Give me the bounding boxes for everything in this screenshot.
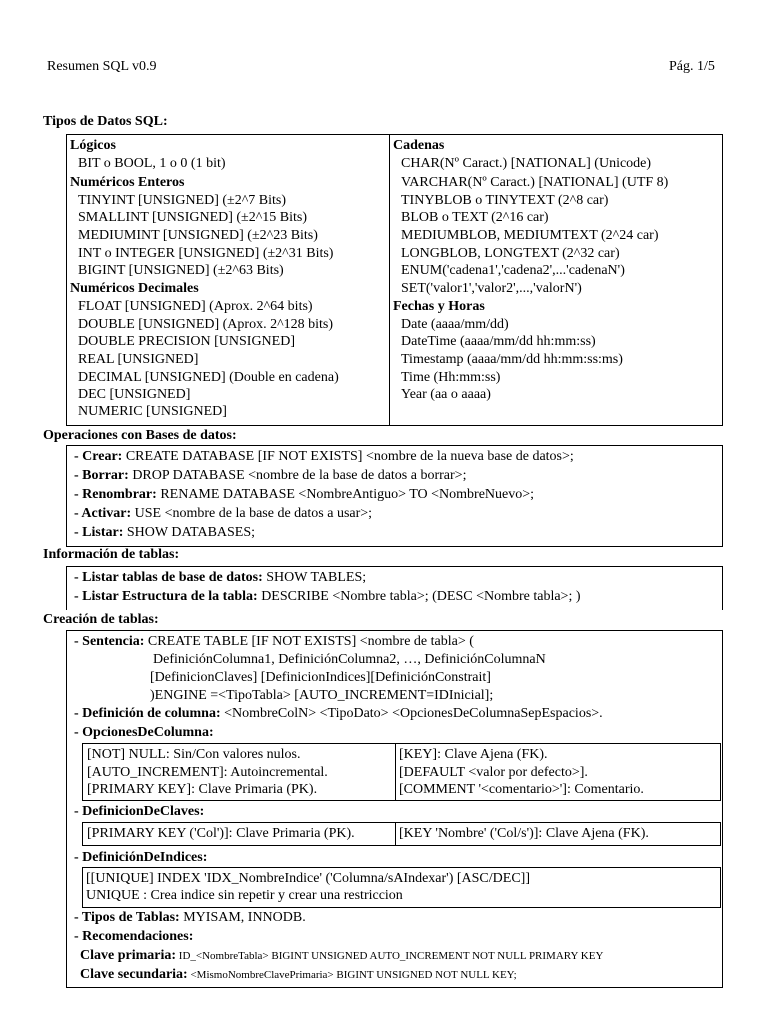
ops-item — [74, 448, 574, 466]
sentencia-line: [DefinicionClaves] [DefinicionIndices][DefiniciónConstrait] — [150, 670, 491, 685]
cadenas-item: MEDIUMBLOB, MEDIUMTEXT (2^24 car) — [401, 228, 659, 243]
tipos-tablas-line — [74, 909, 306, 927]
defcol-label: - Definición de columna: — [74, 706, 221, 721]
sentencia-text: CREATE TABLE [IF NOT EXISTS] <nombre de tabla> ( — [144, 634, 474, 649]
ops-item-text: RENAME DATABASE <NombreAntiguo> TO <NombreNuevo>; — [156, 487, 535, 502]
enteros-item: INT o INTEGER [UNSIGNED] (±2^31 Bits) — [78, 246, 334, 261]
enteros-item: MEDIUMINT [UNSIGNED] (±2^23 Bits) — [78, 228, 318, 243]
clave-primaria-line — [80, 947, 603, 965]
claves-divider — [395, 822, 396, 846]
sentencia-line — [74, 633, 474, 651]
ops-item-label: - Renombrar: — [74, 487, 157, 502]
clave-primaria-text: ID_<NombreTabla> BIGINT UNSIGNED AUTO_INCREMENT NOT NULL PRIMARY KEY — [176, 950, 604, 962]
info-box-top — [66, 566, 723, 567]
decimales-item: NUMERIC [UNSIGNED] — [78, 404, 227, 419]
logicos-item: BIT o BOOL, 1 o 0 (1 bit) — [78, 156, 226, 171]
fechas-item: Date (aaaa/mm/dd) — [401, 317, 509, 332]
decimales-item: DEC [UNSIGNED] — [78, 387, 191, 402]
cadenas-heading: Cadenas — [393, 138, 445, 153]
ops-item — [74, 486, 534, 504]
sentencia-label: - Sentencia: — [74, 634, 145, 649]
info-item-text: SHOW TABLES; — [262, 570, 367, 585]
ops-item-label: - Borrar: — [74, 468, 129, 483]
claves-right: [KEY 'Nombre' ('Col/s')]: Clave Ajena (FK). — [399, 826, 649, 841]
defcol-text: <NombreColN> <TipoDato> <OpcionesDeColumnaSepEspacios>. — [220, 706, 603, 721]
ops-item — [74, 524, 255, 542]
decimales-item: DECIMAL [UNSIGNED] (Double en cadena) — [78, 370, 339, 385]
indices-label: - DefiniciónDeIndices: — [74, 850, 208, 865]
info-box-right — [722, 566, 723, 610]
ops-item-label: - Listar: — [74, 525, 124, 540]
tipos-tablas-text: MYISAM, INNODB. — [179, 910, 306, 925]
info-item — [74, 588, 581, 606]
cadenas-item: CHAR(Nº Caract.) [NATIONAL] (Unicode) — [401, 156, 652, 171]
logicos-heading: Lógicos — [70, 138, 116, 153]
opciones-right-item: [KEY]: Clave Ajena (FK). — [399, 747, 548, 762]
ops-item — [74, 467, 466, 485]
cadenas-item: SET('valor1','valor2',...,'valorN') — [401, 281, 582, 296]
opciones-right-item: [DEFAULT <valor por defecto>]. — [399, 765, 588, 780]
ops-item-text: CREATE DATABASE [IF NOT EXISTS] <nombre de la nueva base de datos>; — [122, 449, 574, 464]
clave-secundaria-label: Clave secundaria: — [80, 967, 188, 982]
decimales-item: FLOAT [UNSIGNED] (Aprox. 2^64 bits) — [78, 299, 313, 314]
indices-line: [[UNIQUE] INDEX 'IDX_NombreIndice' ('Columna/sAIndexar') [ASC/DEC]] — [86, 871, 530, 886]
recomendaciones-label: - Recomendaciones: — [74, 929, 194, 944]
fechas-item: DateTime (aaaa/mm/dd hh:mm:ss) — [401, 334, 596, 349]
ops-item — [74, 505, 372, 523]
fechas-item: Time (Hh:mm:ss) — [401, 370, 501, 385]
info-item-text: DESCRIBE <Nombre tabla>; (DESC <Nombre tabla>; ) — [257, 589, 581, 604]
info-box-left — [66, 566, 67, 610]
opciones-left-item: [PRIMARY KEY]: Clave Primaria (PK). — [87, 782, 318, 797]
ops-item-label: - Activar: — [74, 506, 132, 521]
ops-item-label: - Crear: — [74, 449, 123, 464]
decimales-item: DOUBLE [UNSIGNED] (Aprox. 2^128 bits) — [78, 317, 334, 332]
decimales-heading: Numéricos Decimales — [70, 281, 199, 296]
fechas-item: Timestamp (aaaa/mm/dd hh:mm:ss:ms) — [401, 352, 623, 367]
clave-primaria-label: Clave primaria: — [80, 948, 177, 963]
opciones-left-item: [NOT] NULL: Sin/Con valores nulos. — [87, 747, 301, 762]
ops-item-text: SHOW DATABASES; — [123, 525, 256, 540]
section-title-ops: Operaciones con Bases de datos: — [43, 428, 237, 443]
info-item-label: - Listar tablas de base de datos: — [74, 570, 263, 585]
sentencia-line: )ENGINE =<TipoTabla> [AUTO_INCREMENT=IDInicial]; — [150, 688, 494, 703]
sentencia-line: DefiniciónColumna1, DefiniciónColumna2, …, DefiniciónColumnaN — [153, 652, 546, 667]
tipos-divider — [389, 134, 390, 426]
enteros-heading: Numéricos Enteros — [70, 175, 185, 190]
decimales-item: REAL [UNSIGNED] — [78, 352, 199, 367]
ops-item-text: DROP DATABASE <nombre de la base de datos a borrar>; — [128, 468, 467, 483]
opciones-left-item: [AUTO_INCREMENT]: Autoincremental. — [87, 765, 328, 780]
cadenas-item: LONGBLOB, LONGTEXT (2^32 car) — [401, 246, 620, 261]
fechas-item: Year (aa o aaaa) — [401, 387, 491, 402]
tipos-tablas-label: - Tipos de Tablas: — [74, 910, 180, 925]
info-item-label: - Listar Estructura de la tabla: — [74, 589, 258, 604]
indices-line: UNIQUE : Crea indice sin repetir y crear una restriccion — [86, 888, 403, 903]
ops-item-text: USE <nombre de la base de datos a usar>; — [131, 506, 373, 521]
cadenas-item: TINYBLOB o TINYTEXT (2^8 car) — [401, 193, 609, 208]
opciones-divider — [395, 743, 396, 801]
cadenas-item: BLOB o TEXT (2^16 car) — [401, 210, 549, 225]
section-title-info: Información de tablas: — [43, 547, 180, 562]
fechas-heading: Fechas y Horas — [393, 299, 485, 314]
claves-left: [PRIMARY KEY ('Col')]: Clave Primaria (PK). — [87, 826, 355, 841]
clave-secundaria-line — [80, 966, 517, 984]
doc-title: Resumen SQL v0.9 — [47, 59, 157, 74]
cadenas-item: VARCHAR(Nº Caract.) [NATIONAL] (UTF 8) — [401, 175, 669, 190]
opciones-right-item: [COMMENT '<comentario>']: Comentario. — [399, 782, 644, 797]
page-number: Pág. 1/5 — [669, 59, 715, 74]
enteros-item: BIGINT [UNSIGNED] (±2^63 Bits) — [78, 263, 284, 278]
decimales-item: DOUBLE PRECISION [UNSIGNED] — [78, 334, 295, 349]
enteros-item: TINYINT [UNSIGNED] (±2^7 Bits) — [78, 193, 287, 208]
claves-label: - DefinicionDeClaves: — [74, 804, 205, 819]
cadenas-item: ENUM('cadena1','cadena2',...'cadenaN') — [401, 263, 625, 278]
section-title-creacion: Creación de tablas: — [43, 612, 159, 627]
opciones-label: - OpcionesDeColumna: — [74, 725, 214, 740]
enteros-item: SMALLINT [UNSIGNED] (±2^15 Bits) — [78, 210, 308, 225]
section-title-tipos: Tipos de Datos SQL: — [43, 114, 168, 129]
clave-secundaria-text: <MismoNombreClavePrimaria> BIGINT UNSIGNED NOT NULL KEY; — [187, 969, 517, 981]
info-item — [74, 569, 366, 587]
defcol-line — [74, 705, 603, 723]
